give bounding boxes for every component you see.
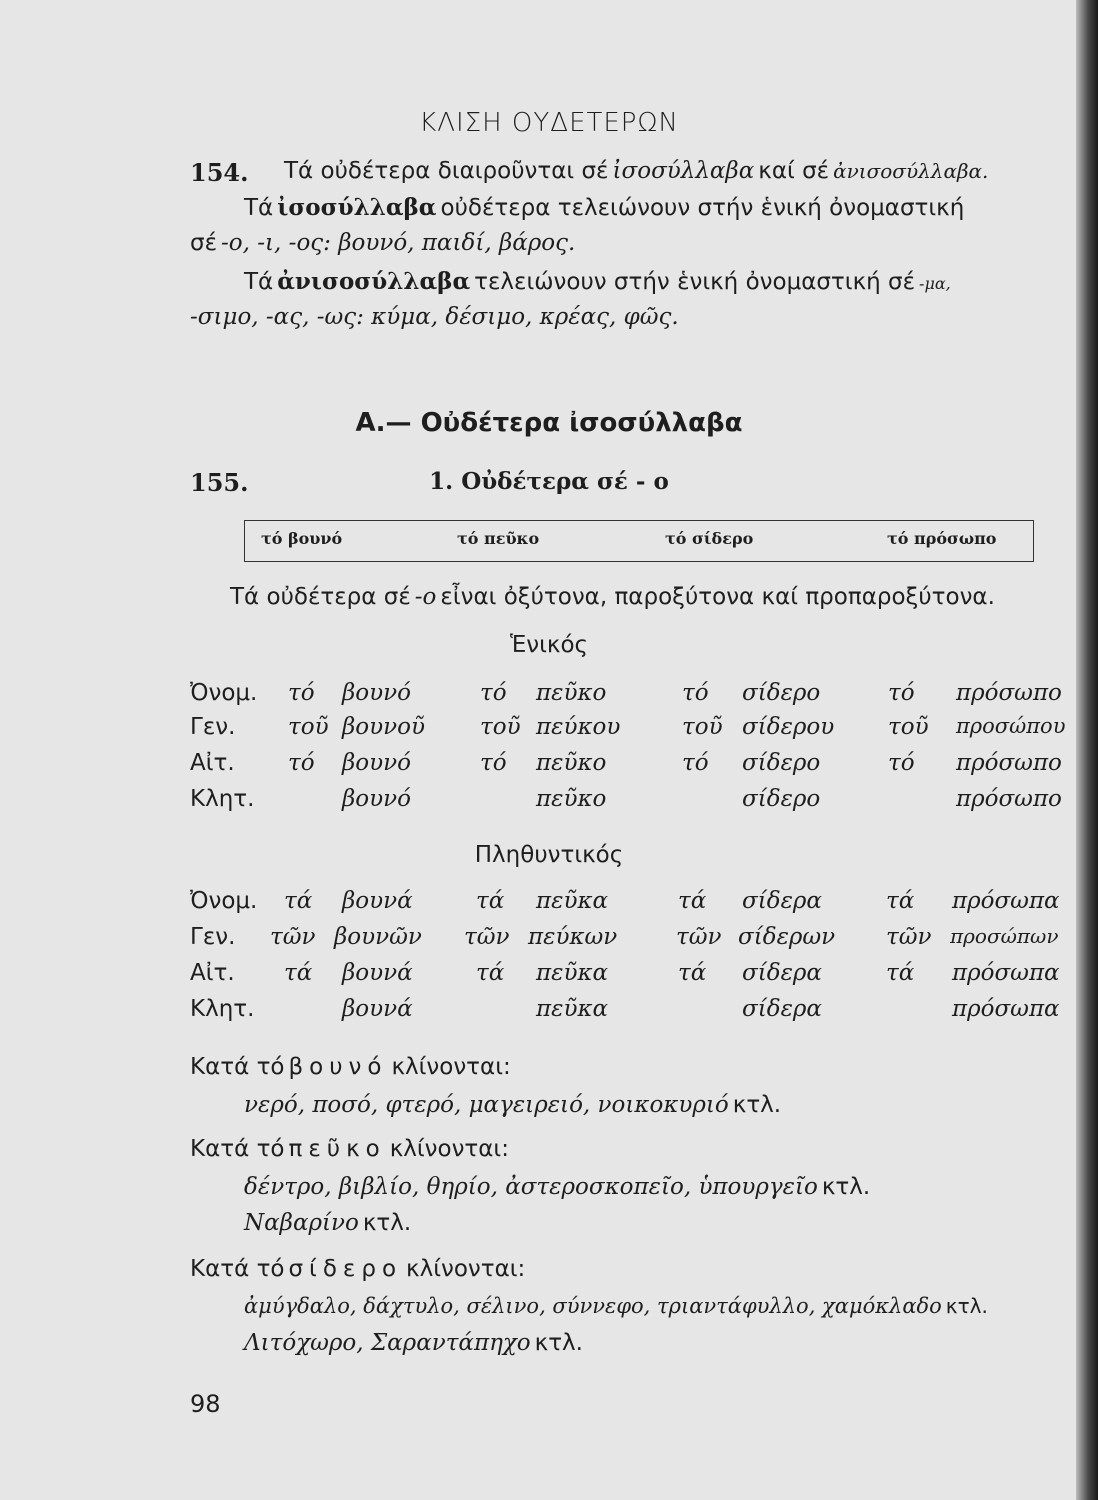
pattern-sidero-proper: Λιτόχωρο, Σαραντάπηχο κτλ. xyxy=(244,1330,583,1356)
noun-form: πεῦκα xyxy=(536,888,609,914)
article: τά xyxy=(284,888,313,914)
pattern-vouno-examples: νερό, ποσό, φτερό, μαγειρειό, νοικοκυριό κτλ. xyxy=(244,1092,782,1118)
noun-form: σίδερα xyxy=(742,996,822,1022)
noun-form: βουνῶν xyxy=(334,924,422,950)
article: τό xyxy=(288,750,315,776)
noun-form: πρόσωπα xyxy=(952,960,1060,986)
article: τά xyxy=(678,888,707,914)
noun-form: πεῦκο xyxy=(536,786,607,812)
p154-line2: Τά ἰσοσύλλαβα οὐδέτερα τελειώνουν στήν ἑνική ὀνομαστική xyxy=(244,194,965,221)
noun-form: σίδερο xyxy=(742,680,821,706)
noun-form: πεύκου xyxy=(536,714,621,740)
box-word: τό βουνό xyxy=(261,529,343,548)
noun-form: πεῦκο xyxy=(536,680,607,706)
article: τά xyxy=(284,960,313,986)
box-word: τό σίδερο xyxy=(665,529,754,548)
article: τά xyxy=(678,960,707,986)
singular-label: Ἑνικός xyxy=(509,632,589,658)
noun-form: πεύκων xyxy=(528,924,618,950)
noun-form: πρόσωπα xyxy=(952,996,1060,1022)
book-spine-shadow xyxy=(1076,0,1098,1500)
noun-form: προσώπων xyxy=(950,924,1059,948)
p154-line3: σέ -ο, -ι, -ος: βουνό, παιδί, βάρος. xyxy=(190,230,576,256)
noun-form: πρόσωπο xyxy=(956,786,1062,812)
article: τό xyxy=(682,750,709,776)
noun-form: προσώπου xyxy=(956,714,1066,738)
article: τά xyxy=(476,888,505,914)
p154-line5: -σιμο, -ας, -ως: κύμα, δέσιμο, κρέας, φῶς. xyxy=(190,304,679,330)
pattern-peuko-heading: Κατά τό πεῦκο κλίνονται: xyxy=(190,1136,509,1162)
noun-form: πεῦκο xyxy=(536,750,607,776)
pattern-peuko-proper: Ναβαρίνο κτλ. xyxy=(244,1210,412,1236)
pattern-sidero-heading: Κατά τό σίδερο κλίνονται: xyxy=(190,1256,526,1282)
p154-line1: Τά οὐδέτερα διαιροῦνται σέ ἰσοσύλλαβα καί σέ ἀνισοσύλλαβα. xyxy=(284,158,989,184)
noun-form: σίδερα xyxy=(742,888,822,914)
noun-form: βουνοῦ xyxy=(342,714,425,740)
article: τοῦ xyxy=(288,714,329,740)
accent-note: Τά οὐδέτερα σέ -ο εἶναι ὀξύτονα, παροξύτονα καί προπαροξύτονα. xyxy=(230,584,995,610)
noun-form: βουνά xyxy=(342,996,413,1022)
noun-form: σίδερου xyxy=(742,714,835,740)
pattern-vouno-heading: Κατά τό βουνό κλίνονται: xyxy=(190,1054,511,1080)
section-heading: Α.— Οὐδέτερα ἰσοσύλλαβα xyxy=(355,408,743,438)
page-number: 98 xyxy=(190,1390,221,1418)
noun-form: σίδερο xyxy=(742,786,821,812)
article: τό xyxy=(682,680,709,706)
article: τό xyxy=(480,680,507,706)
noun-form: πεῦκα xyxy=(536,996,609,1022)
noun-form: σίδερο xyxy=(742,750,821,776)
box-word: τό πρόσωπο xyxy=(887,529,997,548)
p154-line4: Τά ἀνισοσύλλαβα τελειώνουν στήν ἑνική ὀνομαστική σέ -μα, xyxy=(244,268,951,295)
case-label: Ὀνομ. xyxy=(190,680,258,706)
case-label: Αἰτ. xyxy=(190,960,235,986)
paragraph-number-155: 155. xyxy=(190,468,249,497)
noun-form: βουνά xyxy=(342,960,413,986)
case-label: Γεν. xyxy=(190,714,236,740)
article: τό xyxy=(888,750,915,776)
article: τῶν xyxy=(270,924,316,950)
noun-form: σίδερων xyxy=(738,924,836,950)
pattern-sidero-examples: ἀμύγδαλο, δάχτυλο, σέλινο, σύννεφο, τριαντάφυλλο, χαμόκλαδο κτλ. xyxy=(244,1294,988,1318)
noun-form: πρόσωπο xyxy=(956,750,1062,776)
box-word: τό πεῦκο xyxy=(457,529,540,548)
noun-form: βουνό xyxy=(342,680,411,706)
case-label: Κλητ. xyxy=(190,996,255,1022)
article: τά xyxy=(886,888,915,914)
article: τῶν xyxy=(676,924,722,950)
case-label: Κλητ. xyxy=(190,786,255,812)
model-words-box xyxy=(244,520,1034,562)
noun-form: σίδερα xyxy=(742,960,822,986)
article: τά xyxy=(886,960,915,986)
article: τῶν xyxy=(886,924,932,950)
page-title: ΚΛΙΣΗ ΟΥΔΕΤΕΡΩΝ xyxy=(419,108,679,138)
noun-form: πρόσωπο xyxy=(956,680,1062,706)
article: τά xyxy=(476,960,505,986)
article: τοῦ xyxy=(480,714,521,740)
article: τό xyxy=(480,750,507,776)
case-label: Αἰτ. xyxy=(190,750,235,776)
noun-form: βουνό xyxy=(342,750,411,776)
pattern-peuko-examples: δέντρο, βιβλίο, θηρίο, ἀστεροσκοπεῖο, ὑπουργεῖο κτλ. xyxy=(244,1174,871,1200)
case-label: Γεν. xyxy=(190,924,236,950)
article: τοῦ xyxy=(888,714,929,740)
noun-form: βουνά xyxy=(342,888,413,914)
paragraph-number-154: 154. xyxy=(190,158,249,187)
article: τό xyxy=(288,680,315,706)
noun-form: πρόσωπα xyxy=(952,888,1060,914)
article: τό xyxy=(888,680,915,706)
article: τοῦ xyxy=(682,714,723,740)
subsection-heading: 1. Οὐδέτερα σέ - ο xyxy=(429,468,669,495)
article: τῶν xyxy=(464,924,510,950)
plural-label: Πληθυντικός xyxy=(474,842,624,868)
case-label: Ὀνομ. xyxy=(190,888,258,914)
noun-form: πεῦκα xyxy=(536,960,609,986)
noun-form: βουνό xyxy=(342,786,411,812)
